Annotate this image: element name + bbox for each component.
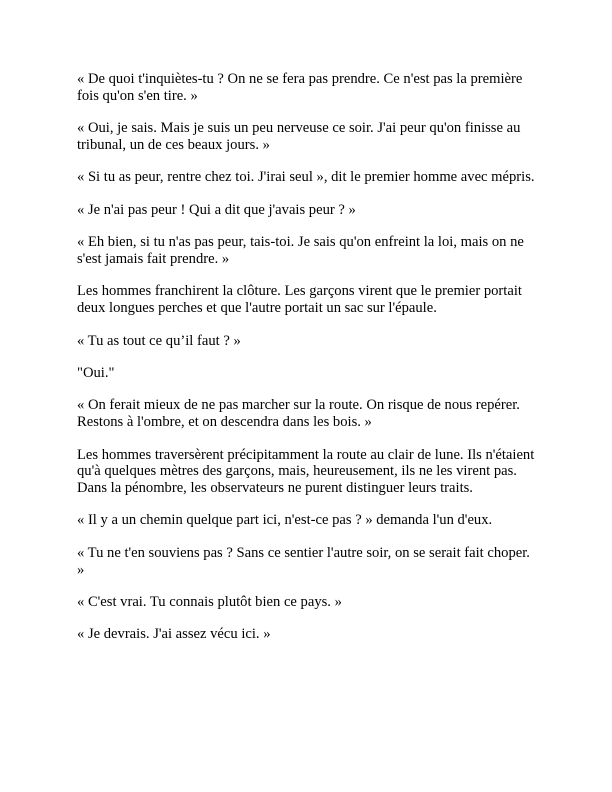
paragraph: « Oui, je sais. Mais je suis un peu nerveuse ce soir. J'ai peur qu'on finisse au tribunal, un de ces beaux jours. » [77, 120, 521, 153]
paragraph: « C'est vrai. Tu connais plutôt bien ce pays. » [77, 594, 342, 611]
paragraph: Les hommes franchirent la clôture. Les garçons virent que le premier portait deux longues perches et que l'autre portait un sac sur l'épaule. [77, 283, 522, 317]
paragraph: « De quoi t'inquiètes-tu ? On ne se fera pas prendre. Ce n'est pas la première fois qu'on s'en tire. » [77, 71, 523, 104]
paragraph: « Tu as tout ce qu’il faut ? » [77, 332, 241, 349]
paragraph: « Il y a un chemin quelque part ici, n'est-ce pas ? » demanda l'un d'eux. [77, 512, 493, 529]
paragraph: « Si tu as peur, rentre chez toi. J'irai seul », dit le premier homme avec mépris. [77, 169, 535, 186]
paragraph: « On ferait mieux de ne pas marcher sur la route. On risque de nous repérer. Restons à l'ombre, et on descendra dans les bois. » [77, 397, 520, 431]
document-page [77, 71, 539, 659]
paragraph: « Eh bien, si tu n'as pas peur, tais-toi. Je sais qu'on enfreint la loi, mais on ne s'est jamais fait prendre. » [77, 234, 524, 267]
paragraph: Les hommes traversèrent précipitamment la route au clair de lune. Ils n'étaient qu'à quelques mètres des garçons, mais, heureusement, ils ne les virent pas. Dans la pénombre, les observateurs ne purent distinguer leurs traits. [77, 446, 535, 497]
paragraph: « Je devrais. J'ai assez vécu ici. » [77, 626, 271, 643]
paragraph: « Tu ne t'en souviens pas ? Sans ce sentier l'autre soir, on se serait fait choper. » [77, 544, 530, 578]
paragraph: « Je n'ai pas peur ! Qui a dit que j'avais peur ? » [77, 201, 356, 218]
paragraph: "Oui." [77, 364, 115, 381]
